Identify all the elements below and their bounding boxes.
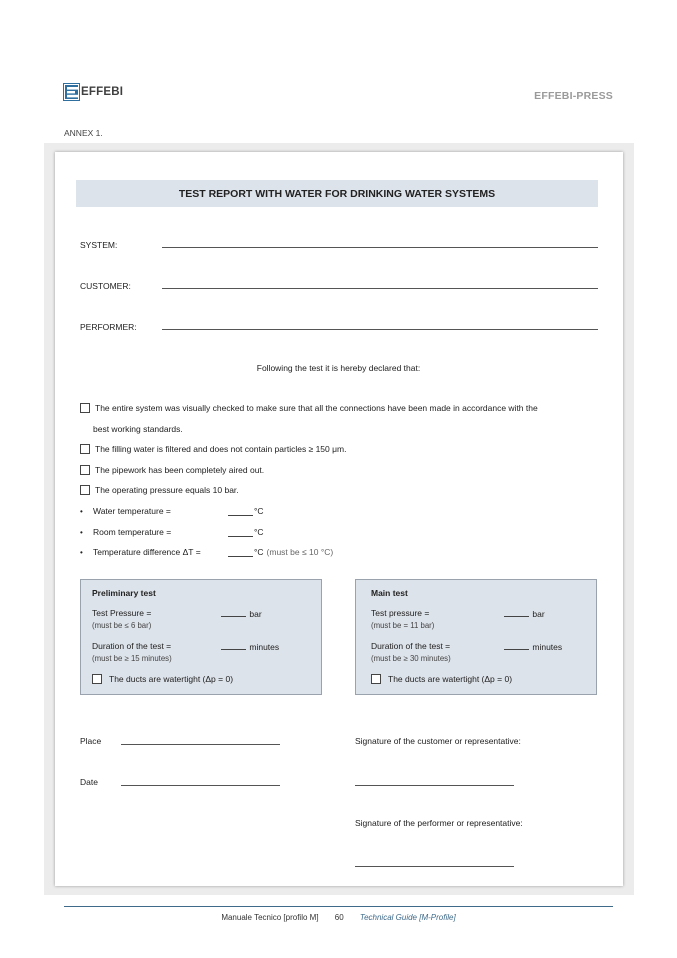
- bullet-water-temp: [80, 506, 264, 516]
- customer-label: CUSTOMER:: [80, 281, 131, 291]
- temp-diff-input[interactable]: [228, 548, 253, 557]
- preliminary-duration-input[interactable]: [221, 641, 246, 650]
- performer-field[interactable]: [162, 329, 598, 330]
- footer-right: Technical Guide [M-Profile]: [359, 913, 456, 922]
- check-visual-cont: [93, 424, 183, 434]
- check-visual[interactable]: [80, 403, 538, 413]
- system-label: SYSTEM:: [80, 240, 118, 250]
- signature-performer-label: Signature of the performer or representative:: [355, 818, 523, 828]
- unit-minutes: minutes: [249, 642, 280, 652]
- footer-left: Manuale Tecnico [profilo M]: [221, 913, 319, 922]
- check-visual-text: The entire system was visually checked to make sure that all the connections have been made in accordance with the: [95, 403, 538, 413]
- check-filtered[interactable]: [80, 444, 346, 454]
- preliminary-watertight[interactable]: [92, 674, 233, 684]
- customer-field[interactable]: [162, 288, 598, 289]
- system-field[interactable]: [162, 247, 598, 248]
- main-pressure-value: [504, 608, 545, 619]
- annex-label: ANNEX 1.: [64, 128, 103, 138]
- footer: [0, 913, 677, 922]
- signature-performer-field[interactable]: [355, 866, 514, 867]
- bullet-room-temp: [80, 527, 264, 537]
- effebi-logo: [63, 82, 123, 102]
- temp-diff-note: (must be ≤ 10 °C): [266, 547, 334, 557]
- check-filtered-text: The filling water is filtered and does not contain particles ≥ 150 μm.: [95, 444, 347, 454]
- water-temp-label: Water temperature =: [93, 506, 171, 516]
- main-duration-label: Duration of the test =: [371, 641, 451, 651]
- effebi-logo-icon: [63, 83, 80, 101]
- preliminary-pressure-input[interactable]: [221, 608, 246, 617]
- unit-bar: bar: [532, 609, 545, 619]
- preliminary-duration-label: Duration of the test =: [92, 641, 172, 651]
- unit-celsius: °C: [254, 547, 264, 557]
- check-pressure-text: The operating pressure equals 10 bar.: [95, 485, 239, 495]
- unit-bar: bar: [249, 609, 262, 619]
- performer-label: PERFORMER:: [80, 322, 137, 332]
- main-duration-note: (must be ≥ 30 minutes): [371, 654, 451, 663]
- bullet-temp-diff: [80, 547, 333, 557]
- form-card: [55, 152, 623, 886]
- checkbox[interactable]: [92, 674, 102, 684]
- checkbox[interactable]: [371, 674, 381, 684]
- logo-text: EFFEBI: [81, 86, 124, 98]
- main-duration-input[interactable]: [504, 641, 529, 650]
- place-field[interactable]: [121, 744, 280, 745]
- preliminary-pressure-value: [221, 608, 262, 619]
- bullet-dot: •: [80, 506, 83, 516]
- check-aired[interactable]: [80, 465, 264, 475]
- temp-diff-label: Temperature difference ΔT =: [93, 547, 201, 557]
- signature-customer-field[interactable]: [355, 785, 514, 786]
- room-temp-label: Room temperature =: [93, 527, 172, 537]
- brand-title: EFFEBI-PRESS: [534, 90, 613, 102]
- date-label: Date: [80, 777, 98, 787]
- form-title: TEST REPORT WITH WATER FOR DRINKING WATER SYSTEMS: [76, 180, 598, 207]
- date-field[interactable]: [121, 785, 280, 786]
- signature-customer-label: Signature of the customer or representative:: [355, 736, 521, 746]
- water-temp-input[interactable]: [228, 507, 253, 516]
- check-pressure[interactable]: [80, 485, 239, 495]
- preliminary-duration-note: (must be ≥ 15 minutes): [92, 654, 172, 663]
- checkbox[interactable]: [80, 403, 90, 413]
- check-visual-text-2: best working standards.: [93, 424, 183, 434]
- main-pressure-note: (must be = 11 bar): [371, 621, 435, 630]
- bullet-dot: •: [80, 527, 83, 537]
- checkbox[interactable]: [80, 444, 90, 454]
- checkbox[interactable]: [80, 485, 90, 495]
- unit-celsius: °C: [254, 506, 264, 516]
- main-watertight-text: The ducts are watertight (Δp = 0): [388, 674, 513, 684]
- main-pressure-label: Test pressure =: [371, 608, 430, 618]
- main-watertight[interactable]: [371, 674, 512, 684]
- unit-celsius: °C: [254, 527, 264, 537]
- room-temp-input[interactable]: [228, 528, 253, 537]
- preliminary-pressure-note: (must be ≤ 6 bar): [92, 621, 152, 630]
- main-pressure-input[interactable]: [504, 608, 529, 617]
- main-duration-value: [504, 641, 562, 652]
- preliminary-watertight-text: The ducts are watertight (Δp = 0): [109, 674, 234, 684]
- preliminary-duration-value: [221, 641, 279, 652]
- check-aired-text: The pipework has been completely aired out.: [95, 465, 265, 475]
- preliminary-title: Preliminary test: [92, 588, 156, 598]
- preliminary-pressure-label: Test Pressure =: [92, 608, 152, 618]
- checkbox[interactable]: [80, 465, 90, 475]
- bullet-dot: •: [80, 547, 83, 557]
- unit-minutes: minutes: [532, 642, 563, 652]
- footer-divider: [64, 906, 613, 907]
- main-title: Main test: [371, 588, 408, 598]
- page-number: 60: [334, 913, 344, 922]
- place-label: Place: [80, 736, 102, 746]
- declaration-text: Following the test it is hereby declared that:: [256, 363, 421, 373]
